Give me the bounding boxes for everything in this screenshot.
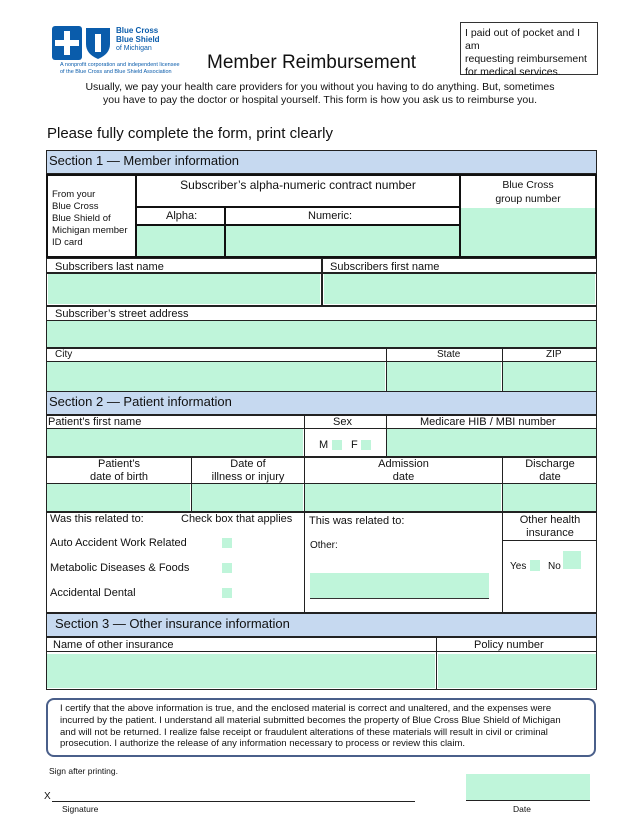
check-box-label: Check box that applies	[181, 513, 293, 525]
group-number-line1: Blue Cross	[502, 179, 554, 191]
logo	[50, 24, 200, 76]
other-insurance-no-checkbox[interactable]	[563, 551, 581, 569]
from-card-line3: Blue Shield of	[52, 213, 111, 224]
dob-line2: date of birth	[89, 471, 149, 483]
logo-name-line3: of Michigan	[116, 45, 152, 52]
medicare-input[interactable]	[387, 429, 596, 456]
patient-first-name-input[interactable]	[47, 429, 303, 456]
related-to-label: Was this related to:	[50, 513, 144, 525]
other-label: Other:	[310, 540, 338, 551]
group-number-input[interactable]	[461, 208, 595, 256]
logo-name-line1: Blue Cross	[116, 26, 159, 35]
signature-x: X	[44, 791, 51, 802]
this-related-label: This was related to:	[309, 515, 405, 527]
sign-after-printing: Sign after printing.	[49, 766, 118, 776]
illness-line1: Date of	[230, 458, 266, 470]
other-health-line1: Other health	[519, 514, 581, 526]
metabolic-checkbox[interactable]	[222, 563, 232, 573]
auto-accident-checkbox[interactable]	[222, 538, 232, 548]
sex-female-label: F	[351, 439, 358, 451]
illness-date-input[interactable]	[192, 484, 303, 511]
group-number-line2: group number	[495, 193, 561, 205]
corner-note-line1: I paid out of pocket and I am	[465, 27, 580, 52]
sex-male-checkbox[interactable]	[332, 440, 342, 450]
certify-line1: I certify that the above information is true, and the enclosed material is correct and unaltered, and the expenses were	[60, 703, 552, 714]
corner-note-box	[460, 22, 598, 78]
from-card-line4: Michigan member	[52, 225, 128, 236]
other-insurance-yes-checkbox[interactable]	[530, 560, 540, 571]
instruction-text: Please fully complete the form, print clearly	[47, 125, 333, 142]
sex-label: Sex	[333, 416, 352, 428]
corner-note-line3: for medical services.	[465, 66, 561, 78]
sex-female-checkbox[interactable]	[361, 440, 371, 450]
no-label: No	[548, 561, 561, 572]
dental-checkbox[interactable]	[222, 588, 232, 598]
admission-date-input[interactable]	[305, 484, 501, 511]
last-name-label: Subscribers last name	[55, 261, 164, 273]
discharge-date-input[interactable]	[503, 484, 596, 511]
illness-line2: illness or injury	[211, 471, 285, 483]
cross-logo-icon	[52, 26, 82, 60]
from-card-line5: ID card	[52, 237, 83, 248]
from-card-line2: Blue Cross	[52, 201, 99, 212]
street-input[interactable]	[47, 321, 596, 347]
street-label: Subscriber’s street address	[55, 308, 189, 320]
city-input[interactable]	[47, 362, 385, 391]
section2-header	[46, 391, 597, 415]
certify-line4: prosecution. I authorize the release of any information necessary to process or review this claim.	[60, 738, 465, 750]
dental-label: Accidental Dental	[50, 587, 136, 599]
certify-line3: and will not be returned. I realize false receipt or fraudulent alterations of these materials will result in civil or criminal	[60, 726, 548, 738]
zip-input[interactable]	[503, 362, 596, 391]
patient-first-name-label: Patient’s first name	[48, 416, 142, 428]
contract-number-label: Subscriber’s alpha-numeric contract number	[180, 178, 416, 192]
other-insurance-name-input[interactable]	[47, 654, 435, 688]
discharge-line1: Discharge	[525, 458, 575, 470]
section1-header	[46, 150, 597, 174]
medicare-label: Medicare HIB / MBI number	[420, 416, 556, 428]
zip-label: ZIP	[546, 349, 562, 360]
logo-tagline-line2: of the Blue Cross and Blue Shield Association	[60, 68, 172, 75]
first-name-input[interactable]	[324, 274, 595, 304]
corner-note-line2: requesting reimbursement	[465, 53, 587, 65]
yes-label: Yes	[510, 561, 527, 572]
intro-line2: you have to pay the doctor or hospital yourself. This form is how you ask us to reimburse you.	[102, 94, 538, 106]
section2-title: Section 2 — Patient information	[49, 394, 232, 409]
date-input[interactable]	[466, 774, 590, 801]
alpha-label: Alpha:	[166, 210, 198, 222]
policy-number-input[interactable]	[438, 654, 596, 688]
admission-line2: date	[392, 471, 415, 483]
policy-number-label: Policy number	[474, 639, 544, 651]
city-label: City	[55, 349, 73, 360]
auto-accident-label: Auto Accident Work Related	[50, 537, 187, 549]
first-name-label: Subscribers first name	[330, 261, 440, 273]
numeric-label: Numeric:	[308, 210, 353, 222]
section1-title: Section 1 — Member information	[49, 153, 240, 168]
section3-title: Section 3 — Other insurance information	[55, 616, 290, 631]
signature-line[interactable]	[52, 801, 415, 802]
date-label: Date	[513, 804, 531, 814]
other-insurance-name-label: Name of other insurance	[53, 639, 174, 651]
certification-box	[46, 698, 596, 757]
from-card-line1: From your	[52, 189, 96, 200]
page-title: Member Reimbursement	[207, 52, 417, 73]
discharge-line2: date	[539, 471, 561, 483]
admission-line1: Admission	[378, 458, 429, 470]
state-input[interactable]	[387, 362, 501, 391]
last-name-input[interactable]	[48, 274, 320, 304]
logo-name-line2: Blue Shield	[116, 35, 160, 44]
alpha-input[interactable]	[137, 226, 224, 256]
numeric-input[interactable]	[226, 226, 459, 256]
logo-tagline-line1: A nonprofit corporation and independent licensee	[60, 62, 180, 68]
state-label: State	[437, 349, 461, 360]
certify-line2: incurred by the patient. I understand all material submitted becomes the property of Blue Cross Blue Shield of Michigan	[60, 714, 561, 726]
metabolic-label: Metabolic Diseases & Foods	[50, 562, 190, 574]
other-health-line2: insurance	[526, 527, 574, 539]
dob-input[interactable]	[47, 484, 190, 511]
other-related-input[interactable]	[310, 573, 489, 599]
section3-header	[46, 613, 597, 637]
shield-logo-icon	[84, 26, 112, 60]
dob-line1: Patient’s	[98, 458, 140, 470]
signature-label: Signature	[62, 804, 99, 814]
intro-line1: Usually, we pay your health care providers for you without you having to do anything. But, sometimes	[85, 81, 555, 93]
sex-male-label: M	[319, 439, 329, 451]
